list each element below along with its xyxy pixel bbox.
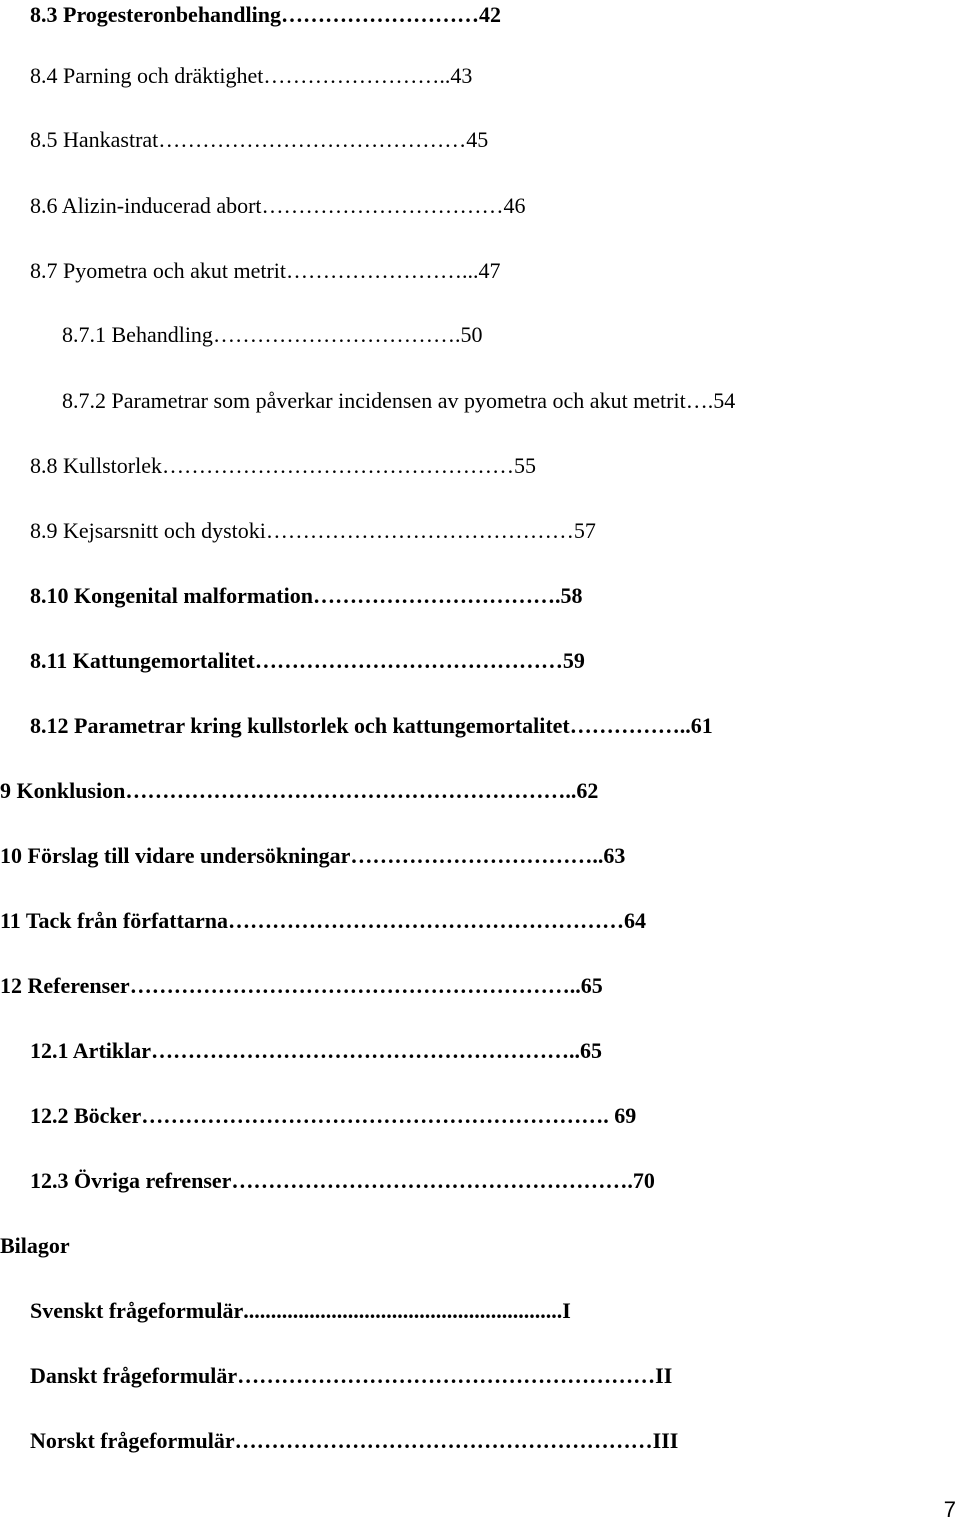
toc-entry-page: III: [652, 1428, 679, 1453]
toc-entry-title: 8.7.2 Parametrar som påverkar incidensen av pyometra och akut metrit: [62, 388, 686, 413]
toc-entry-8-10: [30, 581, 860, 611]
toc-entry-title: 9 Konklusion: [0, 778, 126, 803]
toc-entry-title: Bilagor: [0, 1233, 70, 1258]
toc-entry-title: 8.3 Progesteronbehandling: [30, 2, 281, 27]
toc-entry-8-5: [30, 125, 860, 155]
toc-leader-dots: …………………………………………: [162, 453, 514, 478]
toc-entry-8-7: [30, 256, 860, 286]
toc-entry-12-1: [30, 1036, 860, 1066]
toc-leader-dots: ………………………………………………………: [141, 1103, 604, 1128]
toc-entry-8-9: [30, 516, 860, 546]
toc-leader-dots: ……………………………: [261, 193, 504, 218]
toc-entry-title: 8.6 Alizin-inducerad abort: [30, 193, 262, 218]
toc-entry-svenskt-formular: [30, 1296, 860, 1326]
toc-entry-page: 61: [690, 713, 713, 738]
toc-entry-page: 58: [560, 583, 583, 608]
toc-entry-page: 57: [573, 518, 596, 543]
toc-entry-page: 50: [460, 322, 483, 347]
toc-entry-page: 42: [479, 2, 501, 27]
toc-leader-dots: …………………………….: [312, 583, 561, 608]
toc-entry-title: 8.8 Kullstorlek: [30, 453, 162, 478]
toc-entry-title: 8.9 Kejsarsnitt och dystoki: [30, 518, 266, 543]
toc-leader-dots: ……………………………………: [158, 127, 467, 152]
toc-entry-title: 12.1 Artiklar: [30, 1038, 151, 1063]
toc-leader-dots: …………………………….: [212, 322, 461, 347]
toc-entry-page: 54: [713, 388, 736, 413]
toc-leader-dots: ……………………………………………………..: [125, 778, 577, 803]
toc-entry-8-12: [30, 711, 860, 741]
toc-entry-11: [0, 906, 860, 936]
toc-entry-page: 65: [580, 1038, 602, 1063]
toc-leader-dots: ……………………………………………………..: [129, 973, 581, 998]
toc-entry-9: [0, 776, 860, 806]
toc-entry-title: 8.4 Parning och dräktighet: [30, 63, 264, 88]
toc-entry-12-3: [30, 1166, 860, 1196]
toc-leader-dots: ………………………: [281, 2, 479, 27]
toc-leader-dots: ……………………..: [263, 63, 451, 88]
toc-entry-page: II: [655, 1363, 673, 1388]
toc-entry-page: . 69: [603, 1103, 637, 1128]
toc-entry-title: Danskt frågeformulär: [30, 1363, 238, 1388]
toc-leader-dots: …………………………………………………: [234, 1428, 653, 1453]
toc-entry-page: 43: [450, 63, 473, 88]
toc-entry-title: 12 Referenser: [0, 973, 130, 998]
toc-entry-page: 62: [576, 778, 599, 803]
toc-leader-dots: ……………………………..: [350, 843, 604, 868]
toc-leader-dots: ……………………...: [286, 258, 479, 283]
toc-entry-title: Svenskt frågeformulär: [30, 1298, 244, 1323]
toc-entry-page: 65: [580, 973, 603, 998]
toc-entry-title: 12.2 Böcker: [30, 1103, 142, 1128]
toc-entry-8-8: [30, 451, 860, 481]
toc-entry-title: 8.10 Kongenital malformation: [30, 583, 313, 608]
toc-leader-dots: …………………………………………………..: [151, 1038, 580, 1063]
toc-entry-title: 8.7.1 Behandling: [62, 322, 213, 347]
page-number: 7: [943, 1497, 956, 1522]
toc-leader-dots: ….: [685, 388, 714, 413]
toc-entry-8-6: [30, 191, 860, 221]
toc-entry-page: 47: [478, 258, 501, 283]
toc-section-bilagor: [0, 1231, 860, 1261]
toc-entry-10: [0, 841, 860, 871]
toc-entry-title: 8.12 Parametrar kring kullstorlek och kattungemortalitet: [30, 713, 570, 738]
toc-entry-page: 45: [466, 127, 489, 152]
toc-leader-dots: ………………………………………………: [227, 908, 624, 933]
toc-leader-dots: …………………………………………………: [237, 1363, 656, 1388]
toc-entry-8-4: [30, 61, 860, 91]
toc-entry-page: I: [562, 1298, 571, 1323]
toc-entry-12-2: [30, 1101, 860, 1131]
toc-leader-dots: ……………..: [569, 713, 691, 738]
toc-entry-page: 64: [623, 908, 646, 933]
toc-entry-8-7-1: [62, 320, 860, 350]
toc-entry-8-3: [30, 0, 860, 30]
toc-entry-danskt-formular: [30, 1361, 860, 1391]
toc-entry-page: 63: [603, 843, 626, 868]
toc-entry-norskt-formular: [30, 1426, 860, 1456]
toc-entry-title: 11 Tack från författarna: [0, 908, 228, 933]
toc-entry-page: 55: [514, 453, 536, 478]
toc-entry-title: 10 Förslag till vidare undersökningar: [0, 843, 351, 868]
toc-entry-page: 70: [632, 1168, 655, 1193]
toc-entry-12: [0, 971, 860, 1001]
toc-entry-8-11: [30, 646, 860, 676]
toc-leader-dots: ……………………………………………….: [231, 1168, 633, 1193]
toc-entry-page: 59: [562, 648, 585, 673]
toc-leader-dots: ……………………………………: [265, 518, 574, 543]
toc-entry-title: 12.3 Övriga refrenser: [30, 1168, 232, 1193]
toc-entry-title: 8.7 Pyometra och akut metrit: [30, 258, 286, 283]
toc-entry-title: Norskt frågeformulär: [30, 1428, 235, 1453]
toc-entry-title: 8.11 Kattungemortalitet: [30, 648, 255, 673]
toc-entry-8-7-2: [62, 386, 860, 416]
toc-leader-dots: ……………………………………: [254, 648, 563, 673]
toc-entry-title: 8.5 Hankastrat: [30, 127, 159, 152]
toc-leader-dots: ..........................................................: [243, 1298, 563, 1323]
toc-entry-page: 46: [503, 193, 526, 218]
